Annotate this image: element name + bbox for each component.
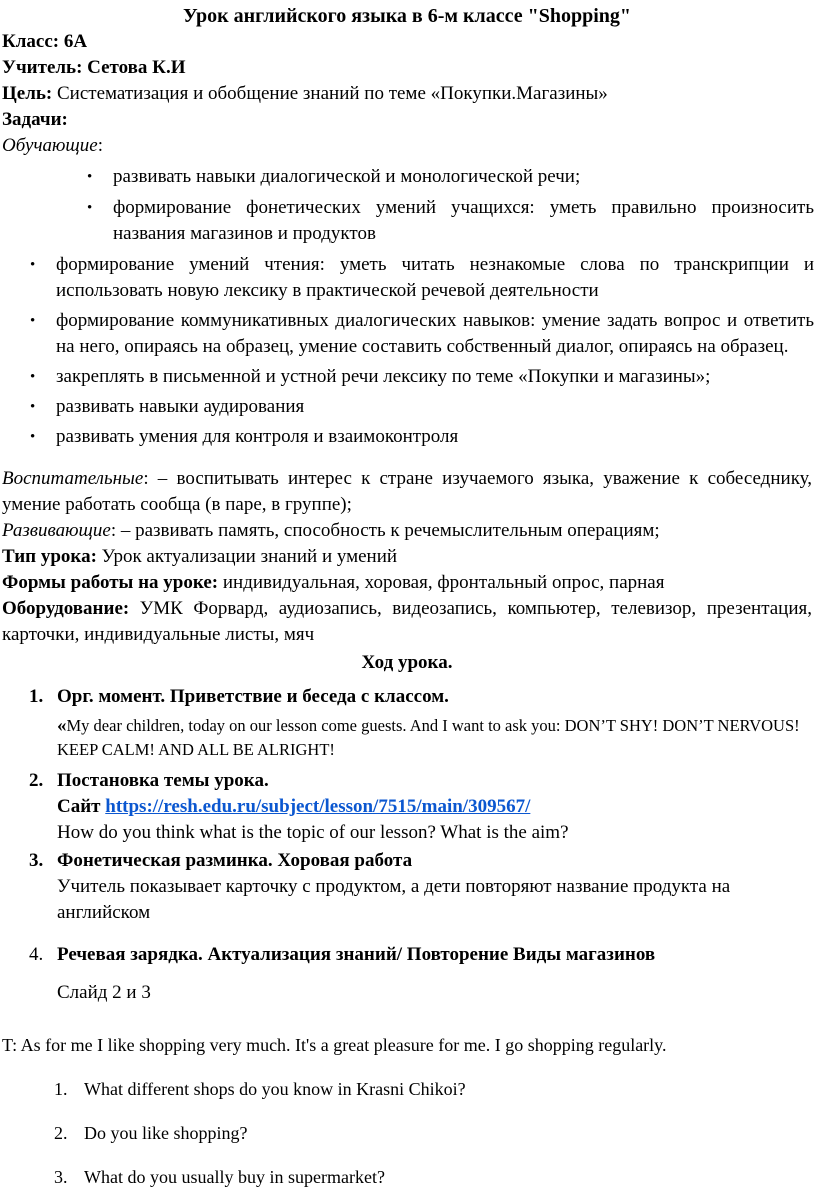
bullet-icon: • xyxy=(87,169,93,185)
step-title: Фонетическая разминка. Хоровая работа xyxy=(57,850,413,871)
equipment-text: УМК Форвард, аудиозапись, видеозапись, компьютер, телевизор, презентация, карточки, индивидуальные листы, мяч xyxy=(2,598,812,645)
list-item: • развивать умения для контроля и взаимоконтроля xyxy=(26,424,814,450)
teaching-outer-list xyxy=(26,252,814,450)
step-text: Учитель показывает карточку с продуктом, а дети повторяют название продукта на английском xyxy=(57,876,731,923)
step-3 xyxy=(29,848,814,926)
list-item: • формирование коммуникативных диалогических навыков: умение задать вопрос и ответить на него, опираясь на образец, умение составить собственный диалог, опираясь на образец. xyxy=(30,310,814,357)
list-item: 1. What different shops do you know in Krasni Chikoi? xyxy=(54,1076,814,1102)
list-item: • развивать навыки аудирования xyxy=(26,394,814,420)
bullet-icon: • xyxy=(30,369,36,385)
work-forms-line xyxy=(2,570,812,596)
developing-text: : – развивать память, способность к речемыслительным операциям; xyxy=(110,520,660,541)
step-text: How do you think what is the topic of our lesson? What is the aim? xyxy=(57,822,569,843)
upbringing-paragraph xyxy=(2,466,812,518)
upbringing-label: Воспитательные xyxy=(2,468,144,489)
step-title: Речевая зарядка. Актуализация знаний/ Повторение Виды магазинов xyxy=(57,944,656,965)
teaching-label: Обучающие xyxy=(2,135,98,156)
step-number: 2. xyxy=(29,770,44,791)
step-number: 1. xyxy=(29,686,44,707)
goal-line xyxy=(2,81,814,107)
developing-label: Развивающие xyxy=(2,520,111,541)
lesson-steps xyxy=(29,684,814,1006)
step-1 xyxy=(29,684,814,762)
bullet-icon: • xyxy=(30,429,36,445)
lesson-link[interactable]: https://resh.edu.ru/subject/lesson/7515/main/309567/ xyxy=(105,796,531,817)
bullet-icon: • xyxy=(30,399,36,415)
work-forms-label: Формы работы на уроке: xyxy=(2,572,219,593)
step-text: Слайд 2 и 3 xyxy=(57,982,151,1003)
step-title: Орг. момент. Приветствие и беседа с классом. xyxy=(57,686,449,707)
step-number: 4. xyxy=(29,944,44,965)
list-item: • формирование умений чтения: уметь читать незнакомые слова по транскрипции и использовать новую лексику в практической речевой деятельности xyxy=(30,254,814,301)
list-item: • закреплять в письменной и устной речи лексику по теме «Покупки и магазины»; xyxy=(26,364,814,390)
document-title: Урок английского языка в 6-м классе "Shopping" xyxy=(182,5,632,27)
tasks-label: Задачи: xyxy=(2,109,68,130)
teaching-inner-list xyxy=(83,164,814,247)
goal-label: Цель: xyxy=(2,83,53,104)
list-item: 3. What do you usually buy in supermarket? xyxy=(54,1164,814,1190)
step-4 xyxy=(29,942,814,1006)
question-number: 3. xyxy=(54,1167,68,1187)
site-label: Сайт xyxy=(57,796,106,817)
lesson-type-label: Тип урока: xyxy=(2,546,97,567)
lesson-type-line xyxy=(2,544,812,570)
goal-text: Систематизация и обобщение знаний по теме «Покупки.Магазины» xyxy=(52,83,608,104)
work-forms-text: индивидуальная, хоровая, фронтальный опрос, парная xyxy=(218,572,665,593)
list-item: 2. Do you like shopping? xyxy=(54,1120,814,1146)
step-2 xyxy=(29,768,814,846)
class-line: Класс: 6А xyxy=(2,31,88,52)
step-text: «My dear children, today on our lesson come guests. And I want to ask you: DON’T SHY! DON’T NERVOUS! KEEP CALM! AND ALL BE ALRIGHT! xyxy=(57,715,800,759)
list-item: • развивать навыки диалогической и монологической речи; xyxy=(83,164,814,190)
bullet-icon: • xyxy=(30,313,36,329)
question-number: 2. xyxy=(54,1123,68,1143)
upbringing-text: : – воспитывать интерес к стране изучаемого языка, уважение к собеседнику, умение работать сообща (в паре, в группе); xyxy=(2,468,812,515)
question-list xyxy=(54,1076,814,1190)
course-heading: Ход урока. xyxy=(361,652,453,673)
step-title: Постановка темы урока. xyxy=(57,770,269,791)
teaching-suffix: : xyxy=(97,135,103,156)
equipment-paragraph xyxy=(2,596,812,648)
question-number: 1. xyxy=(54,1079,68,1099)
step-number: 3. xyxy=(29,850,44,871)
teacher-remark: T: As for me I like shopping very much. It's a great pleasure for me. I go shopping regularly. xyxy=(2,1035,667,1055)
lesson-type-text: Урок актуализации знаний и умений xyxy=(96,546,398,567)
quote-mark: « xyxy=(57,715,67,736)
site-line xyxy=(57,794,814,820)
developing-paragraph xyxy=(2,518,812,544)
equipment-label: Оборудование: xyxy=(2,598,130,619)
teaching-heading xyxy=(2,133,814,159)
teacher-line: Учитель: Сетова К.И xyxy=(2,57,186,78)
list-item: • формирование фонетических умений учащихся: уметь правильно произносить названия магазинов и продуктов xyxy=(87,197,814,244)
bullet-icon: • xyxy=(87,200,93,216)
bullet-icon: • xyxy=(30,257,36,273)
